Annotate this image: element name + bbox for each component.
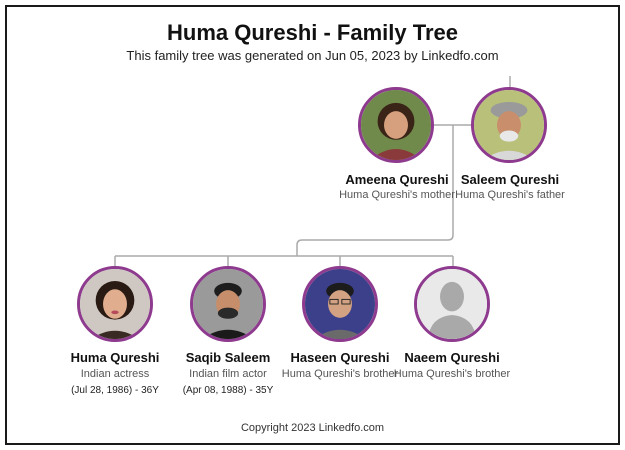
child-avatar-haseen[interactable] [302, 266, 378, 342]
male-portrait-icon [474, 90, 544, 160]
child-relation: Huma Qureshi's brother [281, 368, 399, 380]
parent-relation: Huma Qureshi's father [455, 189, 565, 201]
child-relation: Huma Qureshi's brother [393, 368, 511, 380]
child-name: Naeem Qureshi [404, 350, 500, 365]
child-relation: Indian film actor [189, 368, 267, 380]
page-subtitle: This family tree was generated on Jun 05, 2023 by Linkedfo.com [126, 48, 499, 63]
parent-name: Saleem Qureshi [460, 172, 560, 187]
page-title: Huma Qureshi - Family Tree [167, 20, 458, 45]
child-name: Saqib Saleem [185, 350, 271, 365]
child-name: Huma Qureshi [70, 350, 160, 365]
parent-relation: Huma Qureshi's mother [339, 189, 455, 201]
child-dates: (Apr 08, 1988) - 35Y [182, 385, 274, 396]
male-portrait-icon [193, 269, 263, 339]
default-avatar-icon [417, 269, 487, 339]
female-portrait-icon [361, 90, 431, 160]
copyright-footer: Copyright 2023 Linkedfo.com [240, 422, 385, 434]
child-avatar-saqib[interactable] [190, 266, 266, 342]
child-avatar-naeem[interactable] [414, 266, 490, 342]
parent-avatar-ameena[interactable] [358, 87, 434, 163]
parent-name: Ameena Qureshi [345, 172, 449, 187]
child-dates: (Jul 28, 1986) - 36Y [71, 385, 159, 396]
female-portrait-icon [80, 269, 150, 339]
child-relation: Indian actress [80, 368, 150, 380]
child-name: Haseen Qureshi [290, 350, 390, 365]
parent-avatar-saleem[interactable] [471, 87, 547, 163]
child-avatar-huma[interactable] [77, 266, 153, 342]
male-portrait-icon [305, 269, 375, 339]
